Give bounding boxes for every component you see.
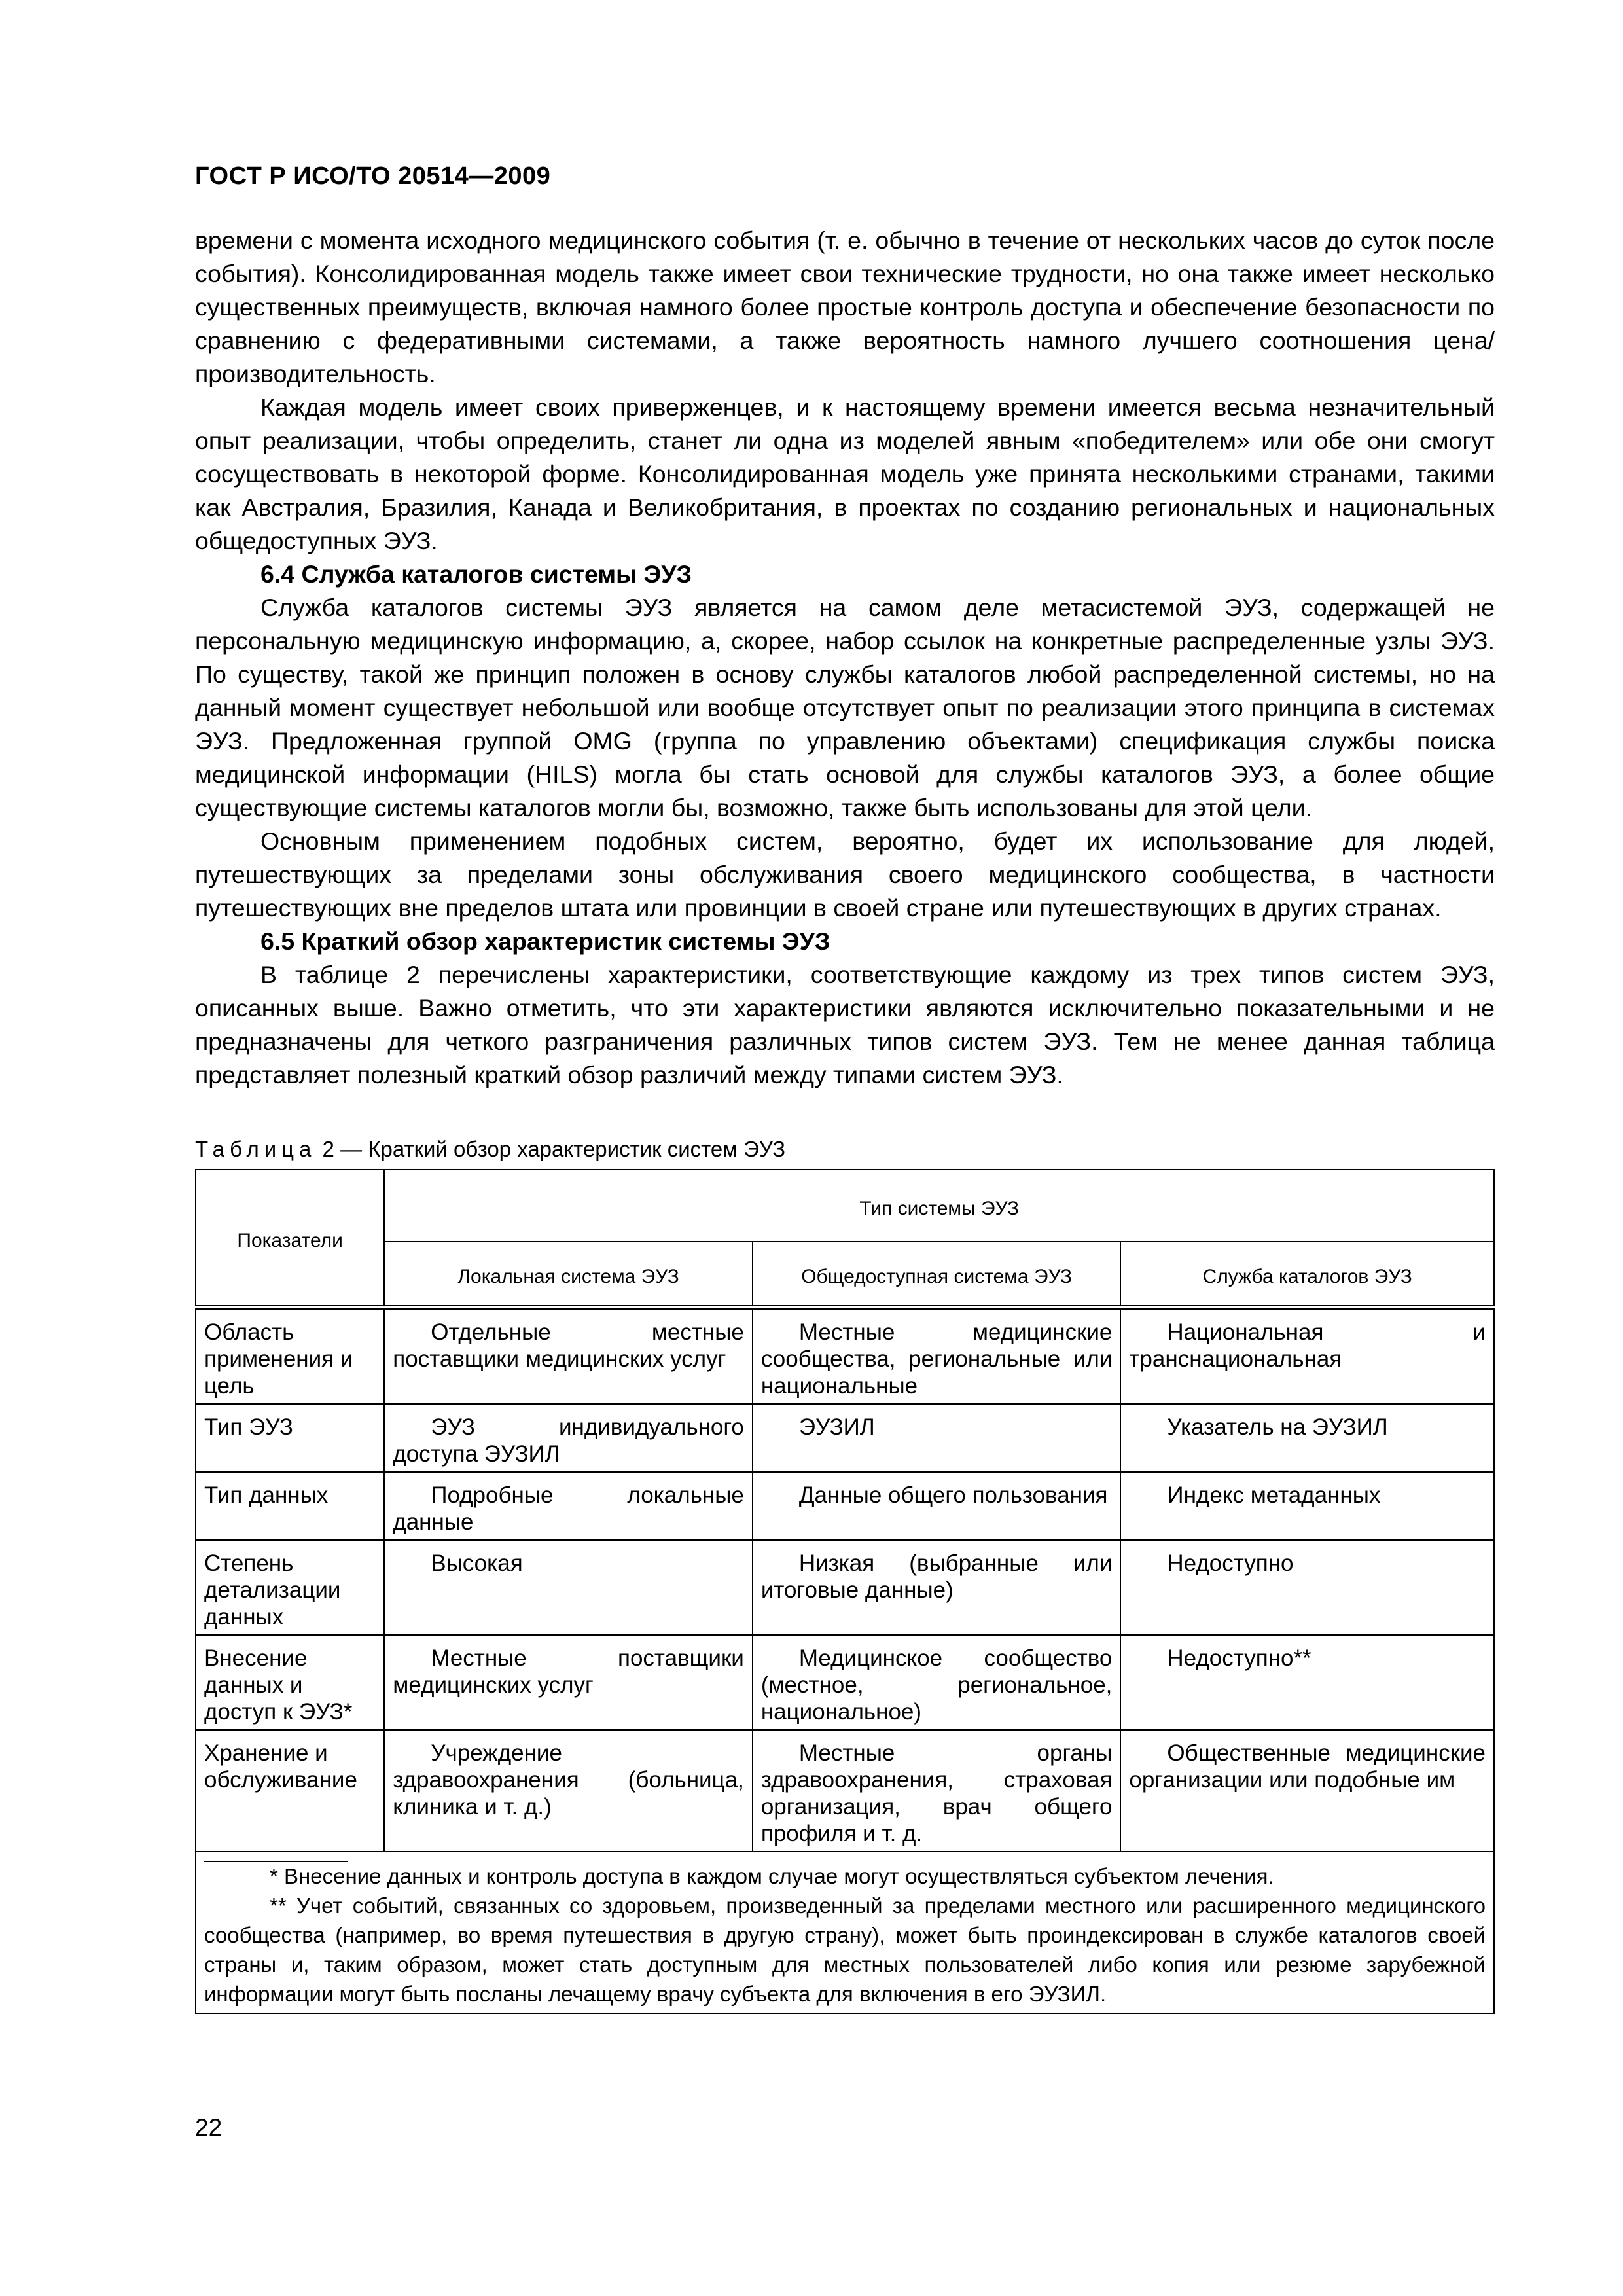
header-indicators: Показатели <box>196 1170 384 1308</box>
header-local-system: Локальная система ЭУЗ <box>384 1242 753 1308</box>
table-footnotes <box>196 1852 1494 2013</box>
cell-directory: Недоступно** <box>1167 1645 1311 1671</box>
row-label: Степень детализации данных <box>204 1551 341 1630</box>
section-heading-6-5: 6.5 Краткий обзор характеристик системы ЭУЗ <box>260 927 830 955</box>
cell-local: Подробные локальные данные <box>393 1482 744 1535</box>
table-caption <box>195 1137 785 1162</box>
cell-local: Учреждение здравоохранения (больница, клиника и т. д.) <box>393 1740 744 1820</box>
row-label: Тип ЭУЗ <box>204 1414 293 1440</box>
paragraph: времени с момента исходного медицинского события (т. е. обычно в течение от нескольких часов до суток после события). Консолидированная модель также имеет свои технические трудности, но она также имеет несколько существенных преимуществ, включая намного более простые контроль доступа и обеспечение безопасности по сравнению с федеративными системами, а также вероятность намного лучшего соотношения цена/производительность. <box>195 226 1495 387</box>
cell-public: Данные общего пользования <box>798 1482 1108 1508</box>
table-caption-label: Таблица <box>195 1137 317 1161</box>
row-label: Тип данных <box>204 1482 329 1508</box>
footnote-rule <box>204 1861 348 1862</box>
paragraph: В таблице 2 перечислены характеристики, соответствующие каждому из трех типов систем ЭУЗ, описанных выше. Важно отметить, что эти характеристики являются исключительно показательными и не предназначены для четкого разграничения различных типов систем ЭУЗ. Тем не менее данная таблица представляет полезный краткий обзор различий между типами систем ЭУЗ. <box>195 961 1495 1088</box>
footnote: ** Учет событий, связанных со здоровьем, произведенный за пределами местного или расширенного медицинского сообщества (например, во время путешествия в другую страну), может быть проиндексирован в службе каталогов своей страны и, таким образом, может стать доступным для местных пользователей либо копия или резюме зарубежной информации могут быть посланы лечащему врачу субъекта для включения в его ЭУЗИЛ. <box>204 1893 1486 2006</box>
page-number: 22 <box>195 2114 223 2141</box>
cell-public: Местные органы здравоохранения, страховая организация, врач общего профиля и т. д. <box>760 1740 1113 1846</box>
header-public-system: Общедоступная система ЭУЗ <box>753 1242 1121 1308</box>
row-label: Область применения и цель <box>204 1319 353 1399</box>
cell-directory: Общественные медицинские организации или подобные им <box>1129 1740 1486 1793</box>
header-directory-service: Служба каталогов ЭУЗ <box>1120 1242 1494 1308</box>
table-footnotes-row <box>196 1852 1494 2013</box>
table-row <box>196 1635 1494 1730</box>
cell-public: ЭУЗИЛ <box>798 1414 875 1440</box>
table-row <box>196 1404 1494 1472</box>
body-text <box>195 224 1495 1092</box>
cell-public: Местные медицинские сообщества, региональные или национальные <box>760 1319 1113 1399</box>
header-system-type: Тип системы ЭУЗ <box>384 1170 1494 1242</box>
cell-public: Низкая (выбранные или итоговые данные) <box>760 1551 1113 1603</box>
table-row <box>196 1540 1494 1635</box>
document-header: ГОСТ Р ИСО/ТО 20514—2009 <box>195 162 551 190</box>
cell-local: ЭУЗ индивидуального доступа ЭУЗИЛ <box>393 1414 744 1467</box>
cell-local: Местные поставщики медицинских услуг <box>393 1645 744 1698</box>
cell-directory: Недоступно <box>1167 1551 1294 1576</box>
row-label: Хранение и обслуживание <box>204 1740 357 1793</box>
table-row <box>196 1308 1494 1405</box>
row-label: Внесение данных и доступ к ЭУЗ* <box>204 1645 353 1725</box>
paragraph: Основным применением подобных систем, вероятно, будет их использование для людей, путешествующих за пределами зоны обслуживания своего медицинского сообщества, в частности путешествующих вне пределов штата или провинции в своей стране или путешествующих в других странах. <box>195 827 1495 922</box>
footnote: * Внесение данных и контроль доступа в каждом случае могут осуществляться субъектом лечения. <box>270 1864 1274 1888</box>
section-heading-6-4: 6.4 Служба каталогов системы ЭУЗ <box>260 560 692 588</box>
cell-public: Медицинское сообщество (местное, региональное, национальное) <box>760 1645 1113 1725</box>
table-row <box>196 1472 1494 1540</box>
paragraph: Каждая модель имеет своих приверженцев, и к настоящему времени имеется весьма незначительный опыт реализации, чтобы определить, станет ли одна из моделей явным «победителем» или обе они смогут сосуществовать в некоторой форме. Консолидированная модель уже принята несколькими странами, такими как Австралия, Бразилия, Канада и Великобритания, в проектах по созданию региональных и национальных общедоступных ЭУЗ. <box>195 393 1495 554</box>
cell-directory: Указатель на ЭУЗИЛ <box>1167 1414 1388 1440</box>
cell-local: Отдельные местные поставщики медицинских услуг <box>393 1319 744 1372</box>
cell-local: Высокая <box>431 1551 523 1576</box>
cell-directory: Индекс метаданных <box>1167 1482 1381 1508</box>
table-caption-title: 2 — Краткий обзор характеристик систем ЭУЗ <box>316 1137 786 1161</box>
cell-directory: Национальная и транснациональная <box>1129 1319 1486 1372</box>
paragraph: Служба каталогов системы ЭУЗ является на самом деле метасистемой ЭУЗ, содержащей не персональную медицинскую информацию, а, скорее, набор ссылок на конкретные распределенные узлы ЭУЗ. По существу, такой же принцип положен в основу службы каталогов любой распределенной системы, но на данный момент существует небольшой или вообще отсутствует опыт по реализации этого принципа в системах ЭУЗ. Предложенная группой OMG (группа по управлению объектами) спецификация службы поиска медицинской информации (HILS) могла бы стать основой для службы каталогов ЭУЗ, а более общие существующие системы каталогов могли бы, возможно, также быть использованы для этой цели. <box>195 594 1495 821</box>
table-row <box>196 1730 1494 1852</box>
characteristics-table <box>195 1169 1495 2014</box>
